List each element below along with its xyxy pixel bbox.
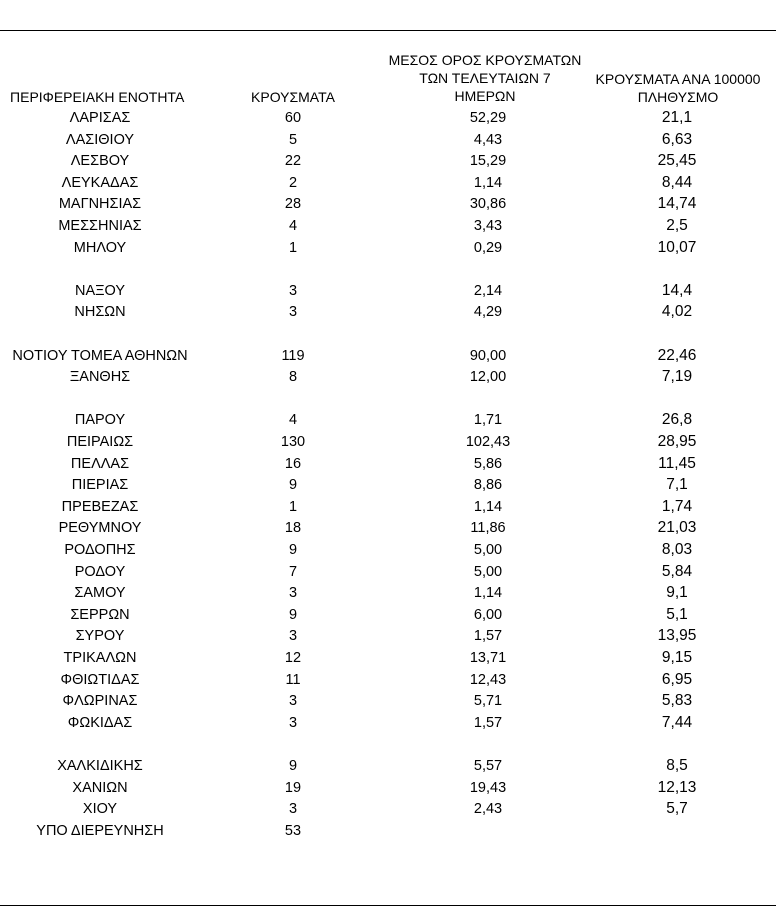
table-row: [0, 519, 776, 541]
table-row: [0, 800, 776, 822]
table-row: [0, 455, 776, 477]
cell-average: 1,71: [473, 412, 503, 429]
cell-region: ΧΑΛΚΙΔΙΚΗΣ: [57, 758, 143, 774]
table-row: [0, 325, 776, 347]
table-row: [0, 195, 776, 217]
cell-average: 2,14: [473, 282, 503, 299]
cell-per-100000: 5,7: [666, 800, 688, 818]
table-row: [0, 368, 776, 390]
cell-per-100000: 6,63: [661, 130, 693, 148]
table-row: [0, 714, 776, 736]
cell-per-100000: 1,74: [661, 497, 693, 515]
cell-average: 30,86: [469, 196, 507, 213]
cell-region: ΡΟΔΟΥ: [74, 563, 126, 580]
cell-per-100000: 8,5: [666, 757, 688, 774]
bottom-rule: [0, 905, 776, 906]
cell-cases: 28: [284, 196, 302, 213]
cell-per-100000: 11,45: [658, 454, 696, 472]
cell-cases: 22: [284, 153, 302, 170]
cell-per-100000: 12,13: [657, 778, 697, 796]
cell-per-100000: 13,95: [657, 627, 697, 645]
table-row: [0, 757, 776, 779]
header-per-line-2: ΠΛΗΘΥΣΜΟ: [637, 89, 719, 105]
cell-per-100000: 7,19: [661, 368, 693, 386]
cell-cases: 3: [288, 585, 298, 602]
cell-region: ΝΟΤΙΟΥ ΤΟΜΕΑ ΑΘΗΝΩΝ: [12, 347, 188, 364]
cell-average: 5,86: [473, 455, 503, 472]
table-row: [0, 303, 776, 325]
cell-cases: 1: [288, 239, 298, 256]
cell-per-100000: 8,03: [661, 541, 693, 558]
cell-average: 4,29: [473, 304, 503, 321]
cell-average: 8,86: [473, 477, 503, 494]
cell-cases: 16: [284, 455, 302, 472]
header-cases: ΚΡΟΥΣΜΑΤΑ: [251, 89, 335, 105]
cell-per-100000: 5,1: [666, 605, 688, 623]
cell-cases: 9: [288, 542, 298, 558]
cell-per-100000: 5,83: [661, 692, 693, 710]
cell-cases: 8: [288, 369, 298, 386]
cell-per-100000: 21,1: [661, 109, 693, 126]
cell-average: 11,86: [470, 520, 506, 537]
cell-cases: 4: [288, 412, 298, 429]
cell-region: ΣΑΜΟΥ: [74, 585, 126, 602]
cell-per-100000: 28,95: [657, 433, 697, 450]
cell-per-100000: 14,74: [657, 195, 697, 213]
cell-per-100000: 5,84: [661, 562, 693, 580]
cell-cases: 119: [281, 347, 305, 364]
table-row: [0, 649, 776, 671]
cell-per-100000: 22,46: [657, 346, 697, 364]
table-row: [0, 174, 776, 196]
cell-cases: 4: [288, 218, 298, 234]
cell-average: 3,43: [473, 218, 503, 234]
cell-cases: 53: [284, 822, 302, 839]
cell-per-100000: 8,44: [661, 173, 693, 191]
table-row: [0, 390, 776, 412]
cell-average: 15,29: [469, 153, 507, 170]
cell-region: ΝΗΣΩΝ: [74, 304, 126, 321]
cell-cases: 7: [288, 563, 298, 580]
cell-per-100000: 9,1: [666, 584, 688, 602]
table-row: [0, 131, 776, 153]
header-per-line-1: ΚΡΟΥΣΜΑΤΑ ΑΝΑ 100000: [595, 71, 761, 87]
cell-cases: 18: [284, 520, 302, 537]
cell-region: ΧΑΝΙΩΝ: [72, 779, 128, 796]
cell-region: ΝΑΞΟΥ: [74, 282, 126, 299]
cell-per-100000: 7,44: [661, 713, 693, 731]
cell-region: ΠΙΕΡΙΑΣ: [71, 477, 129, 494]
header-average-line-2: ΤΩΝ ΤΕΛΕΥΤΑΙΩΝ 7: [419, 70, 551, 86]
table-row: [0, 433, 776, 455]
cell-average: 5,71: [473, 693, 503, 710]
table-row: [0, 671, 776, 693]
cell-cases: 12: [284, 650, 302, 666]
cell-region: ΥΠΟ ΔΙΕΡΕΥΝΗΣΗ: [36, 822, 164, 839]
cell-average: 12,43: [469, 671, 507, 688]
header-average-line-1: ΜΕΣΟΣ ΟΡΟΣ ΚΡΟΥΣΜΑΤΩΝ: [388, 52, 582, 68]
cell-region: ΡΟΔΟΠΗΣ: [64, 542, 136, 558]
cell-region: ΠΑΡΟΥ: [74, 412, 126, 429]
cell-average: 6,00: [473, 606, 503, 623]
cell-cases: 3: [288, 693, 298, 710]
header-cases-per-100000: [578, 70, 776, 106]
cell-region: ΤΡΙΚΑΛΩΝ: [63, 650, 137, 666]
cell-region: ΜΕΣΣΗΝΙΑΣ: [58, 218, 142, 234]
cell-region: ΞΑΝΘΗΣ: [69, 369, 131, 386]
cell-average: 52,29: [469, 110, 507, 126]
table-row: [0, 735, 776, 757]
cell-average: 1,14: [473, 174, 503, 191]
cell-average: 90,00: [469, 347, 507, 364]
cell-per-100000: 10,07: [657, 238, 697, 256]
cell-region: ΡΕΘΥΜΝΟΥ: [58, 520, 142, 537]
cell-region: ΛΑΣΙΘΙΟΥ: [65, 131, 135, 148]
cell-cases: 3: [288, 304, 298, 321]
cell-region: ΛΕΣΒΟΥ: [70, 153, 130, 170]
cell-per-100000: 7,1: [666, 476, 688, 494]
header-average-line-3: ΗΜΕΡΩΝ: [454, 88, 516, 104]
cell-average: 1,14: [473, 585, 503, 602]
cell-average: 5,00: [473, 542, 503, 558]
cell-cases: 3: [288, 282, 298, 299]
cell-average: 13,71: [469, 650, 507, 666]
cell-cases: 9: [288, 758, 298, 774]
cell-per-100000: 21,03: [657, 519, 697, 537]
cell-per-100000: 14,4: [661, 281, 693, 299]
table-row: [0, 779, 776, 801]
cell-region: ΜΑΓΝΗΣΙΑΣ: [58, 196, 142, 213]
table-row: [0, 152, 776, 174]
cell-region: ΦΛΩΡΙΝΑΣ: [62, 693, 138, 710]
cell-average: 1,57: [473, 628, 503, 645]
cell-per-100000: 2,5: [666, 217, 688, 234]
cell-average: 2,43: [473, 801, 503, 818]
table-row: [0, 498, 776, 520]
cell-region: ΛΑΡΙΣΑΣ: [69, 110, 131, 126]
cell-per-100000: 4,02: [661, 303, 693, 321]
cell-per-100000: 25,45: [657, 152, 697, 170]
cell-cases: 3: [288, 714, 298, 731]
table-row: [0, 260, 776, 282]
cell-average: 102,43: [465, 434, 511, 450]
cell-region: ΦΘΙΩΤΙΔΑΣ: [60, 671, 140, 688]
cell-cases: 130: [280, 434, 306, 450]
cell-per-100000: 6,95: [661, 670, 693, 688]
cell-average: 5,57: [473, 758, 503, 774]
header-region: ΠΕΡΙΦΕΡΕΙΑΚΗ ΕΝΟΤΗΤΑ: [10, 89, 185, 105]
table-row: [0, 584, 776, 606]
cell-cases: 5: [288, 131, 298, 148]
cell-average: 4,43: [473, 131, 503, 148]
cell-average: 0,29: [473, 239, 503, 256]
cell-average: 12,00: [469, 369, 507, 386]
table-row: [0, 627, 776, 649]
cell-cases: 3: [288, 801, 298, 818]
cell-cases: 60: [284, 110, 302, 126]
cell-region: ΜΗΛΟΥ: [73, 239, 127, 256]
cell-cases: 9: [288, 477, 298, 494]
cell-per-100000: 9,15: [661, 649, 693, 666]
table-row: [0, 692, 776, 714]
table-row: [0, 563, 776, 585]
cell-cases: 19: [284, 779, 302, 796]
table-row: [0, 239, 776, 261]
cell-region: ΠΕΛΛΑΣ: [70, 455, 130, 472]
cell-average: 5,00: [473, 563, 503, 580]
cell-region: ΧΙΟΥ: [82, 801, 118, 818]
table-row: [0, 282, 776, 304]
cell-average: 19,43: [469, 779, 507, 796]
cell-cases: 1: [288, 498, 298, 515]
table-row: [0, 606, 776, 628]
top-rule: [0, 30, 776, 31]
cell-average: 1,57: [473, 714, 503, 731]
table-row: [0, 411, 776, 433]
cell-region: ΠΡΕΒΕΖΑΣ: [61, 498, 139, 515]
cell-cases: 9: [288, 606, 298, 623]
table-row: [0, 109, 776, 131]
table-row: [0, 822, 776, 844]
cell-region: ΦΩΚΙΔΑΣ: [67, 714, 133, 731]
cell-cases: 3: [288, 628, 298, 645]
cell-region: ΣΕΡΡΩΝ: [70, 606, 130, 623]
table-row: [0, 347, 776, 369]
cell-cases: 2: [288, 174, 298, 191]
table-row: [0, 217, 776, 239]
cell-region: ΠΕΙΡΑΙΩΣ: [66, 434, 134, 450]
cell-cases: 11: [285, 671, 301, 688]
header-average-7-days: [380, 51, 590, 105]
cell-region: ΛΕΥΚΑΔΑΣ: [61, 174, 139, 191]
cell-average: 1,14: [473, 498, 503, 515]
cell-region: ΣΥΡΟΥ: [75, 628, 125, 645]
table-row: [0, 541, 776, 563]
table-row: [0, 476, 776, 498]
cell-per-100000: 26,8: [661, 411, 693, 429]
